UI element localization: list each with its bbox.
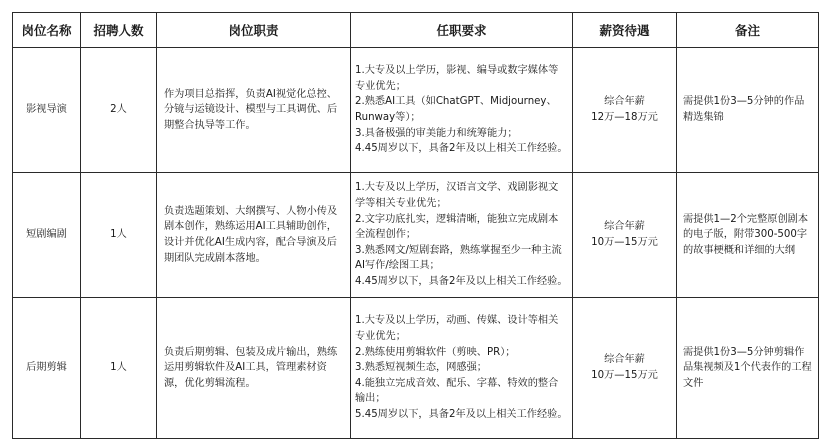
requirement-item: 2.文字功底扎实，逻辑清晰，能独立完成剧本全流程创作； <box>355 213 559 241</box>
requirement-item: 4.能独立完成音效、配乐、字幕、特效的整合输出； <box>355 377 559 405</box>
note-cell: 需提供1份3—5分钟剪辑作品集视频及1个代表作的工程文件 <box>677 298 819 439</box>
table-row <box>13 298 819 439</box>
salary-label: 综合年薪 <box>604 221 645 233</box>
requirement-item: 4.45周岁以下，具备2年及以上相关工作经验。 <box>355 143 568 155</box>
position-cell: 影视导演 <box>13 48 81 173</box>
header-note: 备注 <box>677 13 819 48</box>
salary-range: 12万—18万元 <box>591 112 658 123</box>
salary-cell <box>573 298 677 439</box>
count-cell: 2人 <box>81 48 157 173</box>
header-duties: 岗位职责 <box>157 13 351 48</box>
note-cell: 需提供1—2个完整原创剧本的电子版，附带300-500字的故事梗概和详细的大纲 <box>677 173 819 298</box>
position-cell: 后期剪辑 <box>13 298 81 439</box>
header-requirements: 任职要求 <box>351 13 573 48</box>
salary-label: 综合年薪 <box>604 354 645 366</box>
table-row <box>13 173 819 298</box>
requirement-item: 1.大专及以上学历，汉语言文学、戏剧影视文学等相关专业优先； <box>355 182 559 210</box>
header-count: 招聘人数 <box>81 13 157 48</box>
header-salary: 薪资待遇 <box>573 13 677 48</box>
duties-cell: 负责后期剪辑、包装及成片输出，熟练运用剪辑软件及AI工具，管理素材资源，优化剪辑流程。 <box>157 298 351 439</box>
requirement-item: 4.45周岁以下，具备2年及以上相关工作经验。 <box>355 275 568 287</box>
requirements-cell <box>351 298 573 439</box>
salary-cell <box>573 48 677 173</box>
count-cell: 1人 <box>81 173 157 298</box>
salary-range: 10万—15万元 <box>591 237 658 248</box>
duties-cell: 负责选题策划、大纲撰写、人物小传及剧本创作，熟练运用AI工具辅助创作，设计并优化AI生成内容，配合导演及后期团队完成剧本落地。 <box>157 173 351 298</box>
header-row <box>13 13 819 48</box>
requirement-item: 3.具备极强的审美能力和统筹能力； <box>355 127 518 139</box>
requirements-cell <box>351 48 573 173</box>
requirement-item: 5.45周岁以下，具备2年及以上相关工作经验。 <box>355 408 568 420</box>
header-position: 岗位名称 <box>13 13 81 48</box>
requirement-item: 3.熟悉网文/短剧套路，熟练掌握至少一种主流AI写作/绘图工具； <box>355 244 562 272</box>
note-cell: 需提供1份3—5分钟的作品精选集锦 <box>677 48 819 173</box>
recruitment-table-container <box>12 12 818 439</box>
requirement-item: 1.大专及以上学历，影视、编导或数字媒体等专业优先； <box>355 65 559 92</box>
recruitment-table <box>12 12 819 439</box>
duties-cell: 作为项目总指挥，负责AI视觉化总控、分镜与运镜设计、模型与工具调优、后期整合执导等工作。 <box>157 48 351 173</box>
count-cell: 1人 <box>81 298 157 439</box>
requirement-item: 1.大专及以上学历，动画、传媒、设计等相关专业优先； <box>355 315 559 343</box>
salary-label: 综合年薪 <box>604 96 645 108</box>
requirement-item: 2.熟悉AI工具（如ChatGPT、Midjourney、Runway等）； <box>355 96 557 123</box>
requirement-item: 3.熟悉短视频生态，网感强； <box>355 362 487 374</box>
salary-range: 10万—15万元 <box>591 370 658 381</box>
salary-cell <box>573 173 677 298</box>
position-cell: 短剧编剧 <box>13 173 81 298</box>
table-row <box>13 48 819 173</box>
requirement-item: 2.熟练使用剪辑软件（剪映、PR）； <box>355 346 516 358</box>
requirements-cell <box>351 173 573 298</box>
